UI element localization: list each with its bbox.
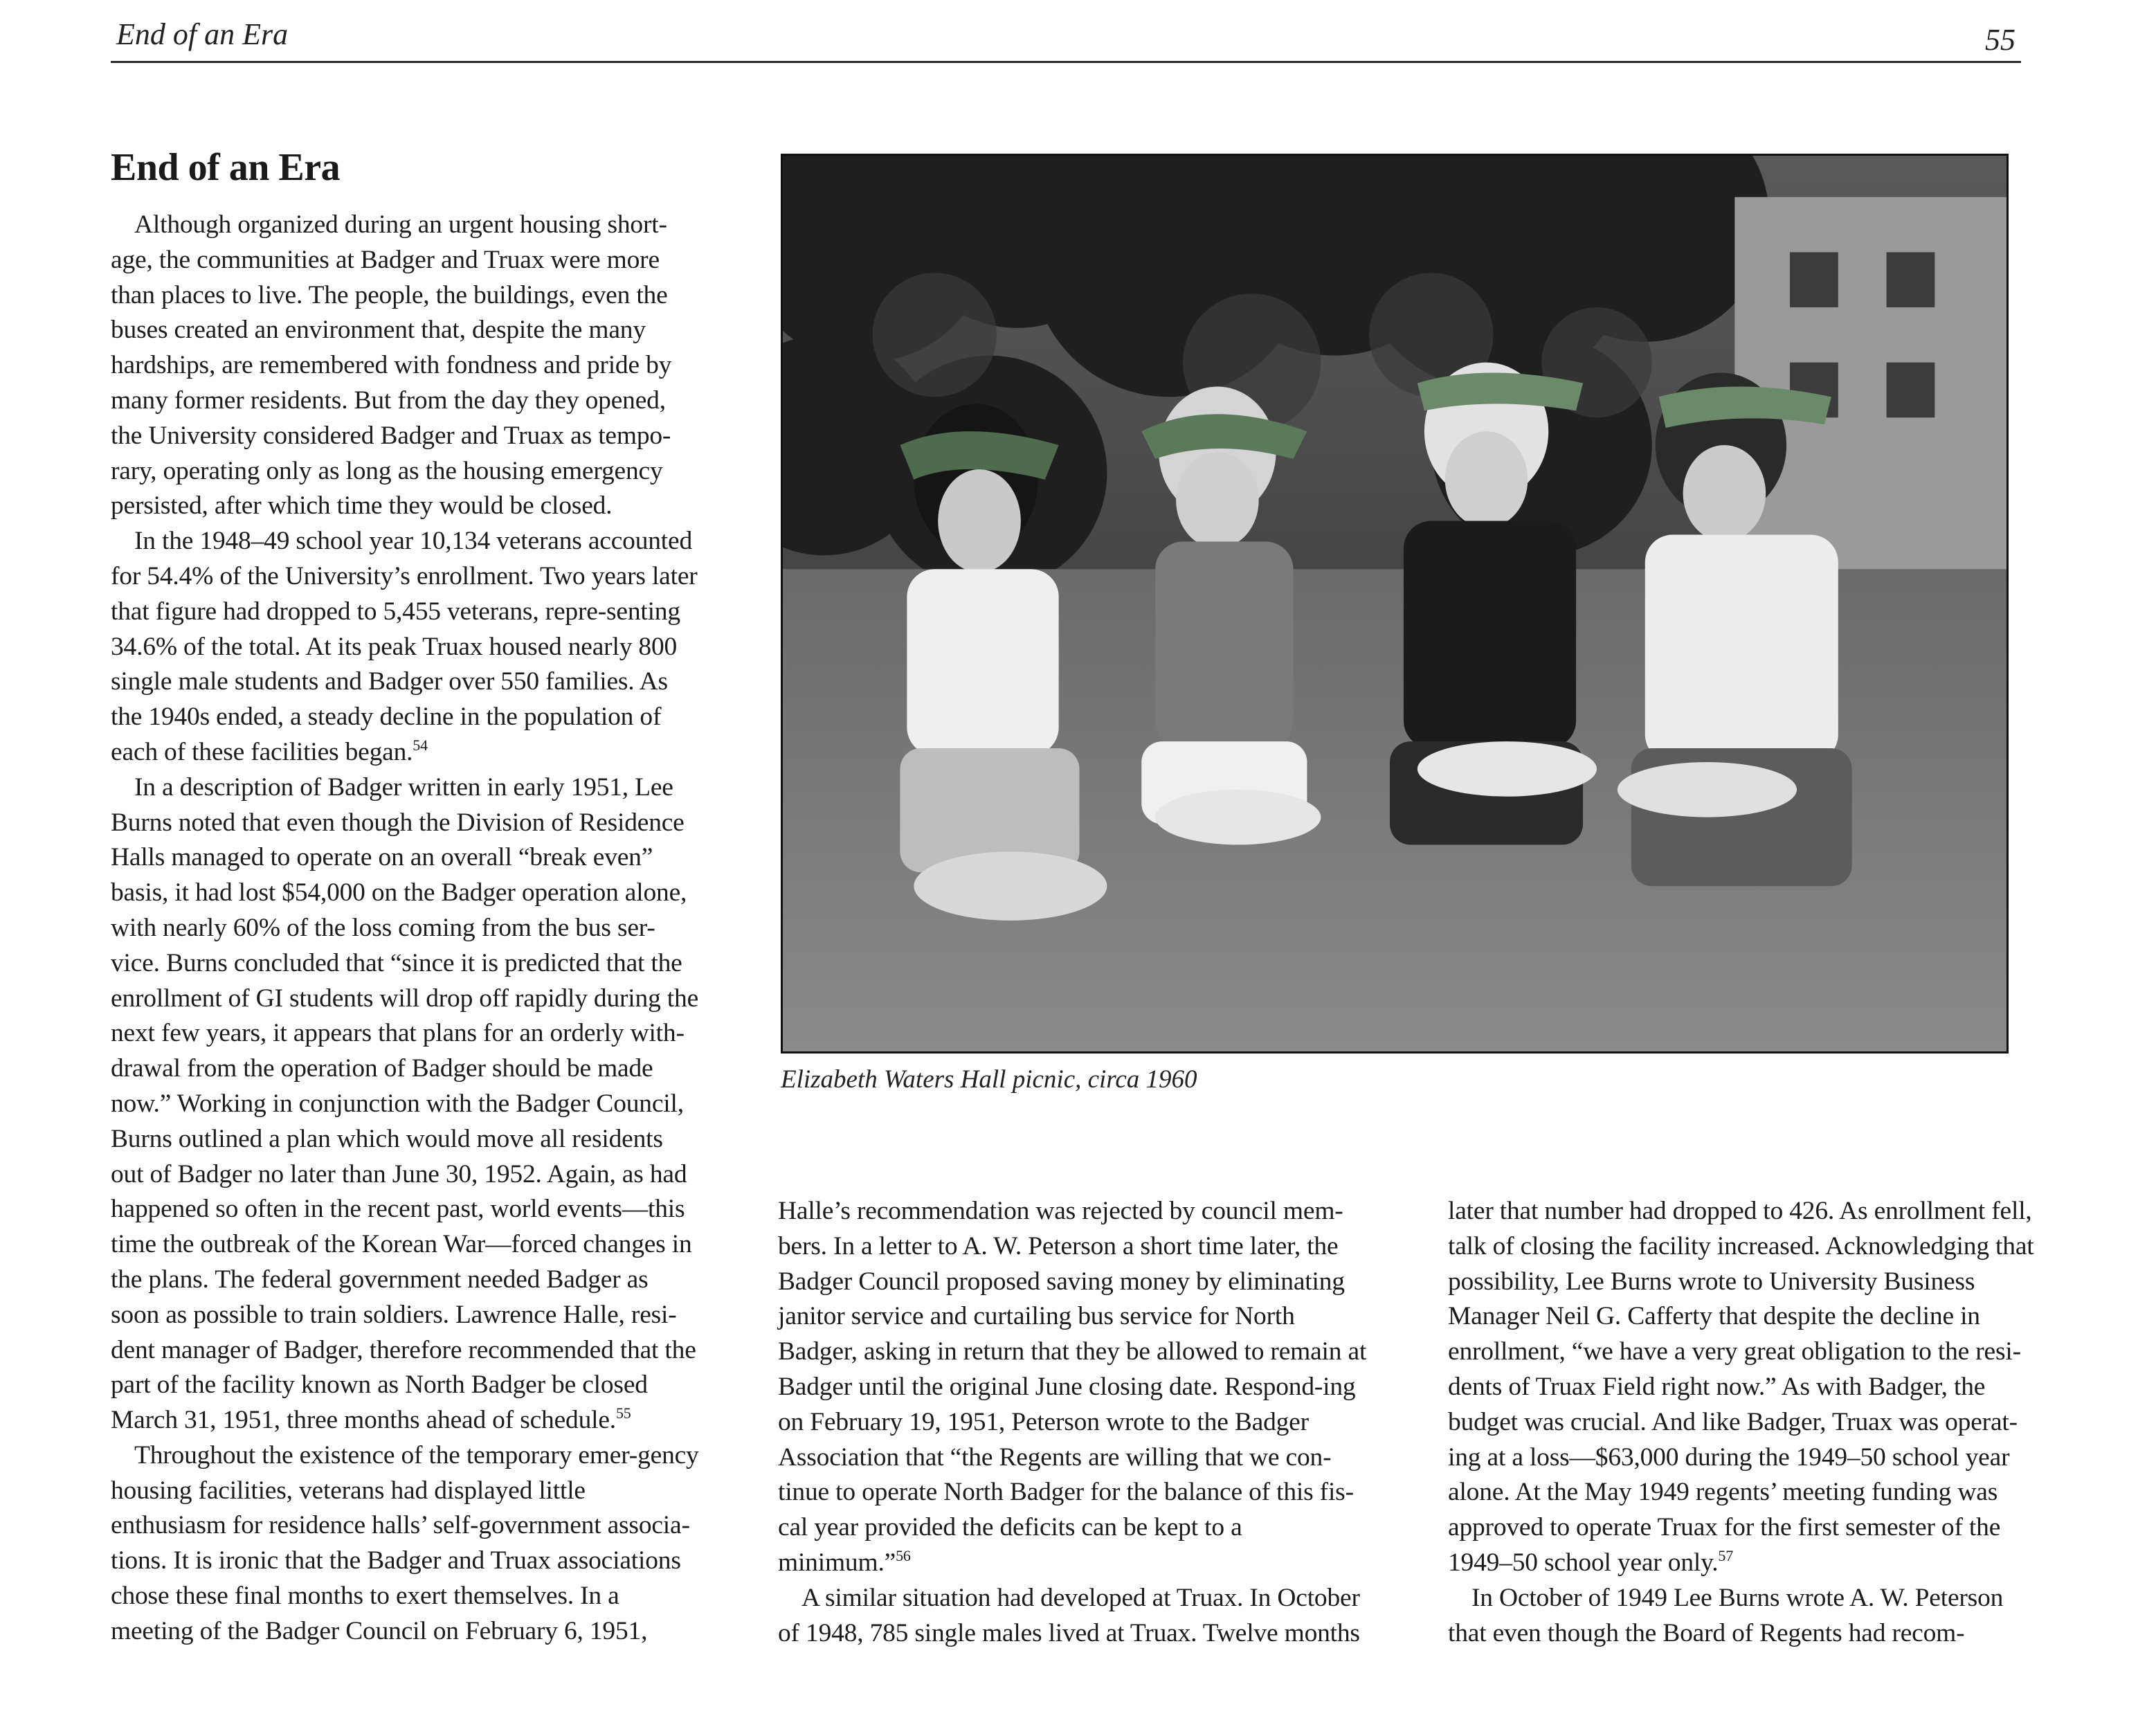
paragraph [111, 524, 699, 770]
section-title: End of an Era [111, 146, 341, 189]
text-column-2 [778, 1194, 1373, 1651]
footnote-ref: 56 [896, 1546, 911, 1564]
photo-image [783, 156, 2006, 1051]
paragraph-text: In October of 1949 Lee Burns wrote A. W. Peterson that even though the Board of Regents had recom- [1448, 1583, 2004, 1647]
text-column-1 [111, 208, 699, 1649]
paragraph [111, 770, 699, 1438]
paragraph [1448, 1581, 2043, 1652]
paragraph [778, 1581, 1373, 1652]
paragraph-text: A similar situation had developed at Truax. In October of 1948, 785 single males lived at Truax. Twelve months [778, 1583, 1360, 1647]
paragraph [111, 208, 699, 524]
paragraph [111, 1438, 699, 1649]
paragraph-text: Halle’s recommendation was rejected by council mem-bers. In a letter to A. W. Peterson a short time later, the Badger Council proposed saving money by eliminating janitor service and curtailing bus service for North Badger, asking in return that they be allowed to remain at Badger until the original June closing date. Respond-ing on February 19, 1951, Peterson wrote to the Badger Association that “the Regents are willing that we con-tinue to operate North Badger for the balance of this fis-cal year provided the deficits can be kept to a minimum.” [778, 1197, 1367, 1577]
text-column-3 [1448, 1194, 2043, 1651]
paragraph-text: In a description of Badger written in early 1951, Lee Burns noted that even though the Division of Residence Halls managed to operate on an overall “break even” basis, it had lost $54,000 on the Badger operation alone, with nearly 60% of the loss coming from the bus ser-vice. Burns concluded that “since it is predicted that the enrollment of GI students will drop off rapidly during the next few years, it appears that plans for an orderly with-drawal from the operation of Badger should be made now.” Working in conjunction with the Badger Council, Burns outlined a plan which would move all residents out of Badger no later than June 30, 1952. Again, as had happened so often in the recent past, world events—this time the outbreak of the Korean War—forced changes in the plans. The federal government needed Badger as soon as possible to train soldiers. Lawrence Halle, resi-dent manager of Badger, therefore recommended that the part of the facility known as North Badger be closed March 31, 1951, three months ahead of schedule. [111, 772, 699, 1435]
paragraph [1448, 1194, 2043, 1581]
page-number: 55 [1985, 23, 2015, 57]
photo-caption: Elizabeth Waters Hall picnic, circa 1960 [781, 1065, 1197, 1094]
running-title: End of an Era [116, 17, 289, 51]
paragraph-text: Throughout the existence of the temporary emer-gency housing facilities, veterans had displayed little enthusiasm for residence halls’ self-government associa-tions. It is ironic that the Badger and Truax associations chose these final months to exert themselves. In a meeting of the Badger Council on February 6, 1951, [111, 1440, 699, 1645]
photo-picnic [781, 154, 2009, 1054]
paragraph [778, 1194, 1373, 1581]
footnote-ref: 54 [413, 736, 428, 754]
footnote-ref: 57 [1718, 1546, 1734, 1564]
paragraph-text: In the 1948–49 school year 10,134 veterans accounted for 54.4% of the University’s enrollment. Two years later that figure had dropped to 5,455 veterans, repre-senting 34.6% of the total. At its peak Truax housed nearly 800 single male students and Badger over 550 families. As the 1940s ended, a steady decline in the population of each of these facilities began. [111, 527, 698, 766]
paragraph-text: Although organized during an urgent housing short-age, the communities at Badger and Truax were more than places to live. The people, the buildings, even the buses created an environment that, despite the many hardships, are remembered with fondness and pride by many former residents. But from the day they opened, the University considered Badger and Truax as tempo-rary, operating only as long as the housing emergency persisted, after which time they would be closed. [111, 210, 672, 521]
running-header [111, 7, 2021, 63]
paragraph-text: later that number had dropped to 426. As enrollment fell, talk of closing the facility increased. Acknowledging that possibility, Lee Burns wrote to University Business Manager Neil G. Cafferty that despite the decline in enrollment, “we have a very great obligation to the resi-dents of Truax Field right now.” As with Badger, the budget was crucial. And like Badger, Truax was operat-ing at a loss—$63,000 during the 1949–50 school year alone. At the May 1949 regents’ meeting funding was approved to operate Truax for the first semester of the 1949–50 school year only. [1448, 1197, 2034, 1577]
footnote-ref: 55 [615, 1404, 631, 1422]
